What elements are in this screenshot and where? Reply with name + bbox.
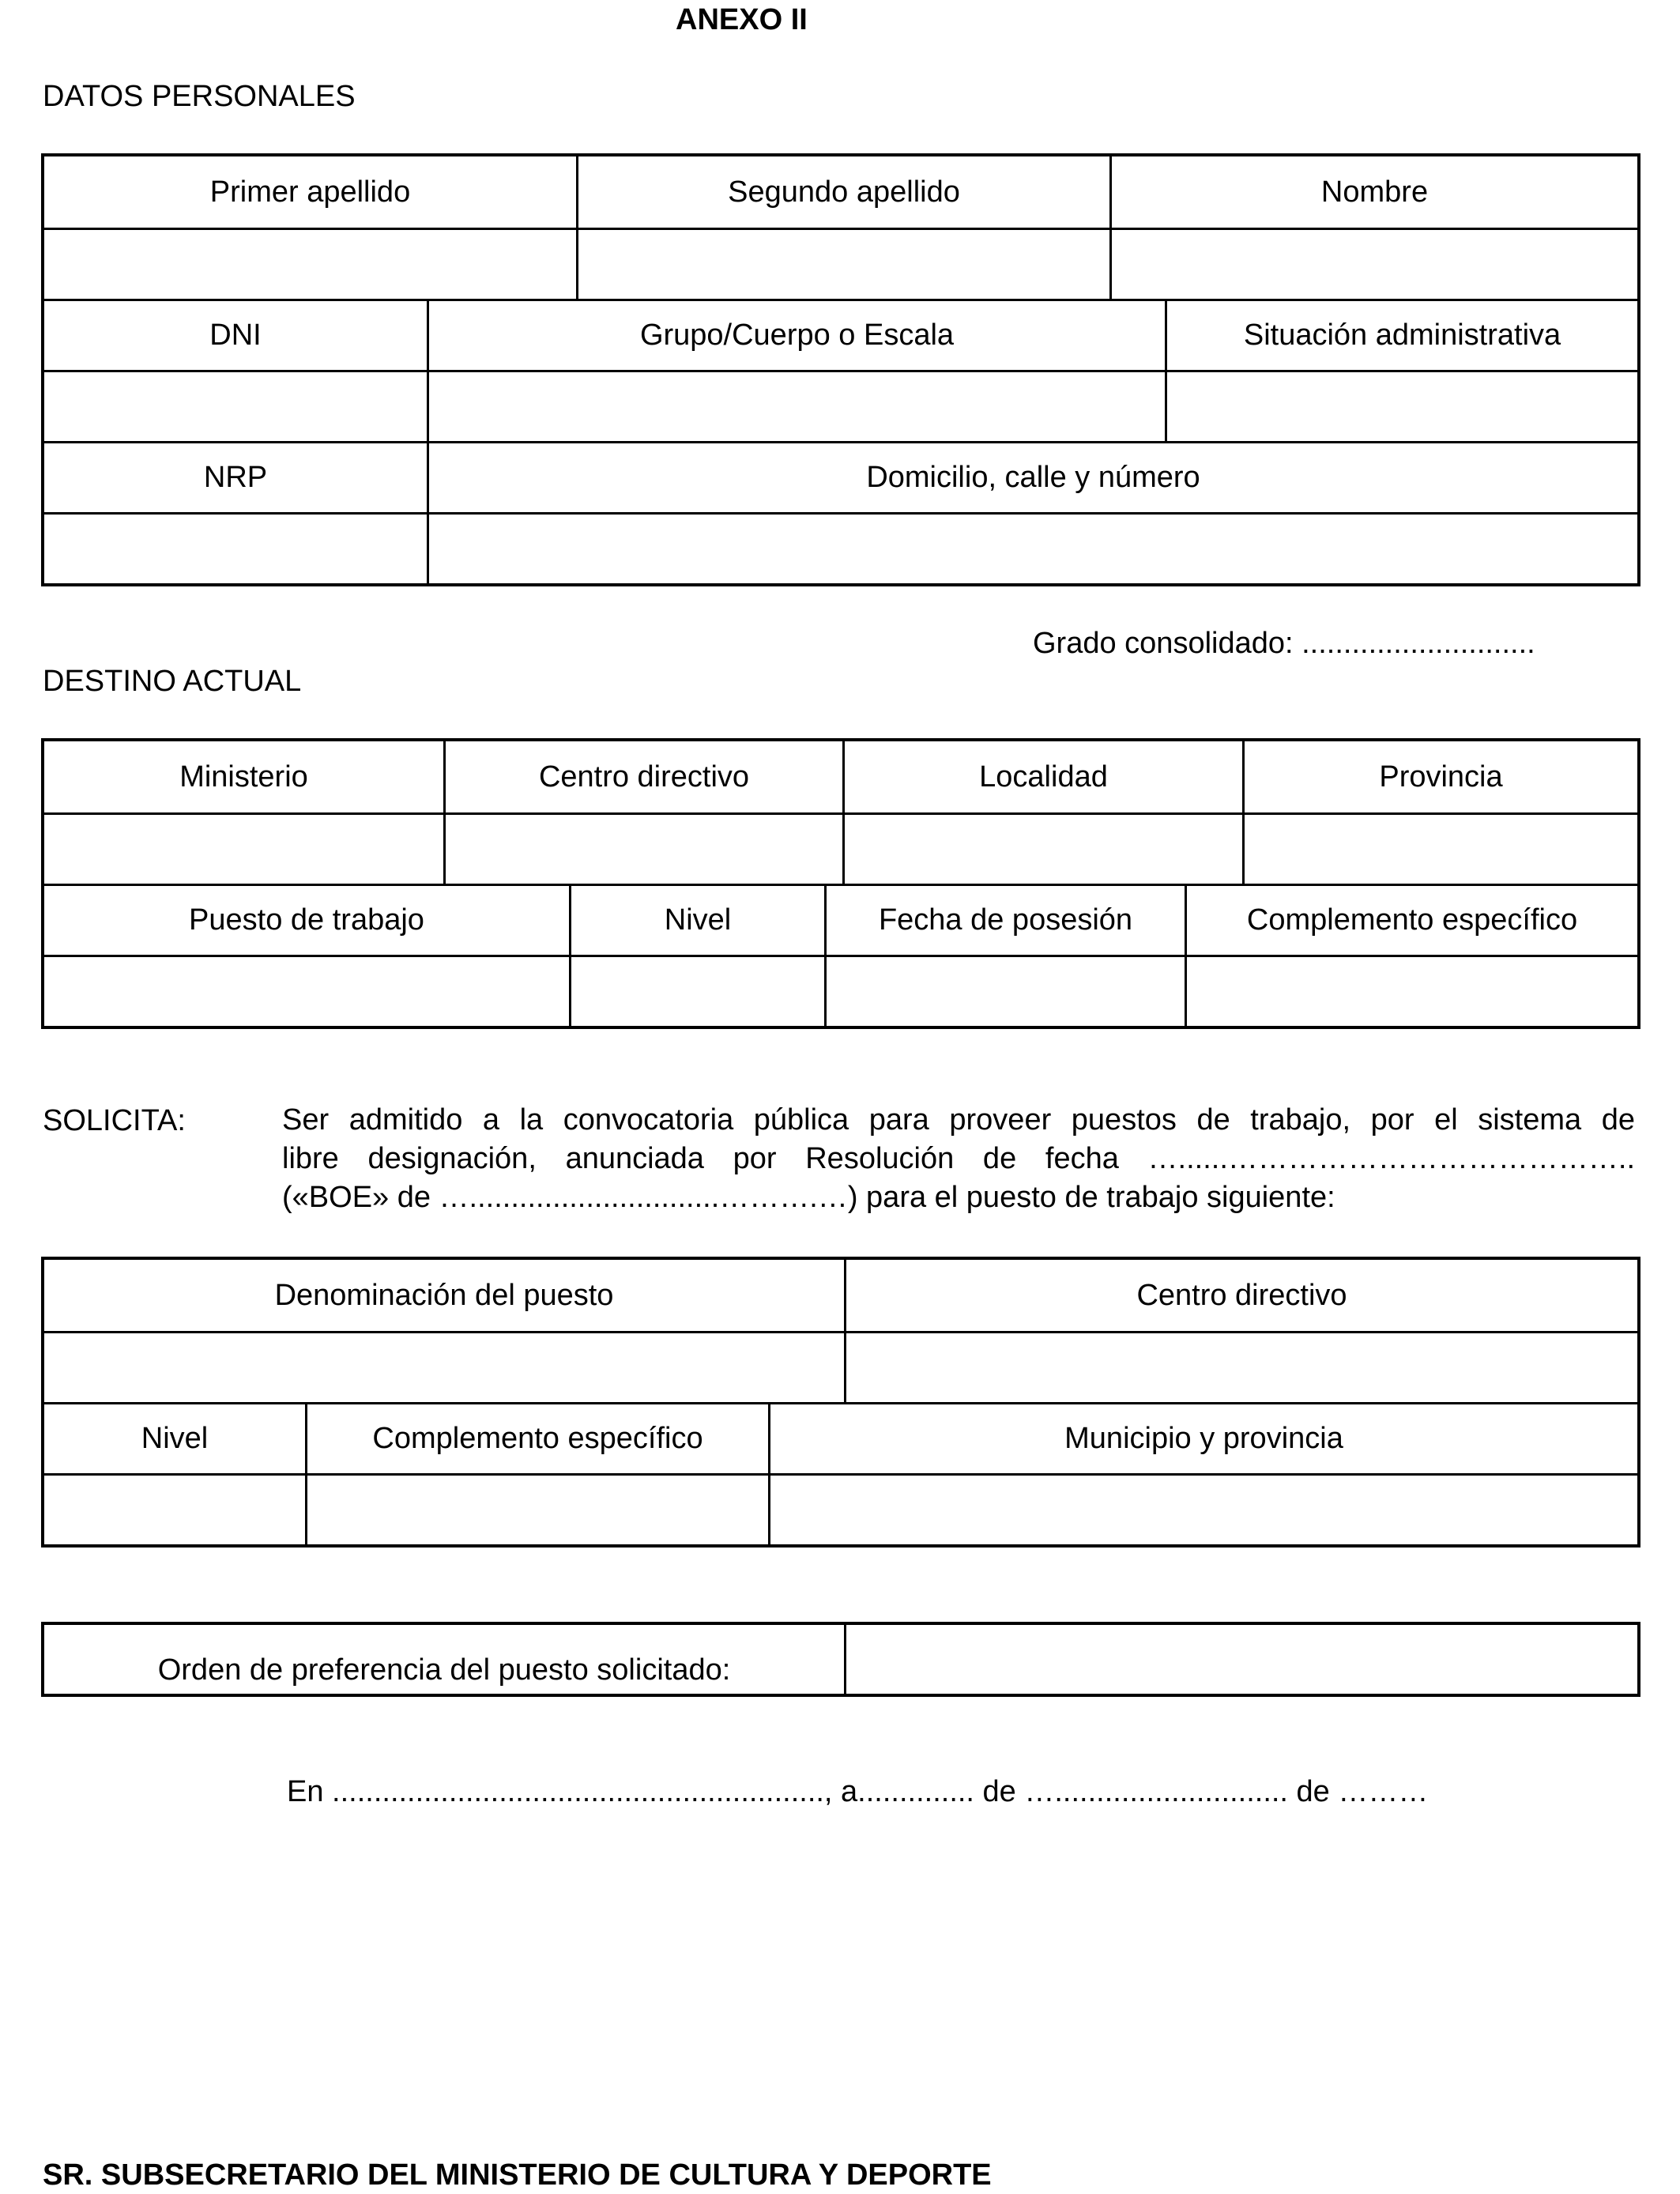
table-input-row [44,228,1637,299]
preferencia-table [41,1622,1640,1697]
header-grupo-cuerpo: Grupo/Cuerpo o Escala [427,301,1165,370]
header-provincia: Provincia [1242,741,1637,812]
table-header-row [44,884,1637,955]
table-header-row [44,156,1637,228]
table-header-row [44,441,1637,512]
table-header-row [44,1260,1637,1331]
table-input-row [44,955,1637,1026]
nivel-field[interactable] [569,957,824,1026]
header-nrp: NRP [203,461,268,494]
header-centro-directivo: Centro directivo [443,741,842,812]
table-input-row [44,1473,1637,1544]
grado-consolidado: Grado consolidado: ............................ [1033,627,1535,660]
nrp-field[interactable] [44,515,427,583]
table-header-row [44,741,1637,812]
puesto-solicitado-table [41,1257,1640,1547]
nombre-field[interactable] [1109,230,1637,299]
solicita-line-3: («BOE» de …..............................……….…) para el puesto de trabajo siguiente: [282,1181,1335,1214]
destino-table [41,738,1640,1029]
municipio-field[interactable] [768,1476,1637,1544]
header-municipio: Municipio y provincia [768,1404,1637,1473]
header-localidad: Localidad [842,741,1242,812]
table-input-row [44,812,1637,884]
header-situacion: Situación administrativa [1165,301,1637,370]
header-segundo-apellido: Segundo apellido [576,156,1109,228]
preferencia-label: Orden de preferencia del puesto solicitado: [157,1653,731,1687]
centro-directivo-field[interactable] [443,815,842,884]
centro-directivo-puesto-field[interactable] [844,1333,1637,1402]
solicita-text [282,1101,1635,1217]
provincia-field[interactable] [1242,815,1637,884]
header-ministerio: Ministerio [179,760,308,794]
preferencia-row [44,1625,1637,1694]
solicita-line-1: Ser admitido a la convocatoria pública para proveer puestos de trabajo, por el sistema de [282,1103,1635,1137]
header-dni: DNI [209,319,262,352]
grupo-cuerpo-field[interactable] [427,372,1165,441]
addressee: SR. SUBSECRETARIO DEL MINISTERIO DE CULTURA Y DEPORTE [43,2158,992,2192]
header-primer-apellido: Primer apellido [209,175,411,209]
section-heading-personal: DATOS PERSONALES [43,80,356,113]
table-header-row [44,299,1637,370]
header-fecha-posesion: Fecha de posesión [824,886,1185,955]
header-centro-directivo-puesto: Centro directivo [844,1260,1637,1331]
complemento-puesto-field[interactable] [305,1476,768,1544]
page-title: ANEXO II [676,3,808,36]
domicilio-field[interactable] [427,515,1637,583]
header-puesto-trabajo: Puesto de trabajo [189,903,424,937]
table-input-row [44,370,1637,441]
preferencia-field[interactable] [844,1625,1637,1694]
fecha-line: En ..........................................................., a.............. de …............................ de ……… [287,1775,1429,1808]
header-complemento: Complemento específico [1185,886,1637,955]
section-heading-destino: DESTINO ACTUAL [43,665,302,698]
situacion-field[interactable] [1165,372,1637,441]
denominacion-field[interactable] [44,1333,844,1402]
table-input-row [44,512,1637,583]
personal-data-table [41,153,1640,586]
header-nivel: Nivel [569,886,824,955]
localidad-field[interactable] [842,815,1242,884]
header-domicilio: Domicilio, calle y número [427,443,1637,512]
puesto-trabajo-field[interactable] [44,957,569,1026]
header-complemento-puesto: Complemento específico [305,1404,768,1473]
solicita-line-2: libre designación, anunciada por Resolución de fecha …......………………………………….. [282,1142,1635,1175]
complemento-field[interactable] [1185,957,1637,1026]
nivel-puesto-field[interactable] [44,1476,305,1544]
segundo-apellido-field[interactable] [576,230,1109,299]
header-nivel-puesto: Nivel [141,1422,209,1455]
ministerio-field[interactable] [44,815,443,884]
header-nombre: Nombre [1109,156,1637,228]
table-input-row [44,1331,1637,1402]
dni-field[interactable] [44,372,427,441]
fecha-posesion-field[interactable] [824,957,1185,1026]
table-header-row [44,1402,1637,1473]
primer-apellido-field[interactable] [44,230,576,299]
solicita-label: SOLICITA: [43,1104,186,1137]
header-denominacion: Denominación del puesto [274,1278,614,1312]
